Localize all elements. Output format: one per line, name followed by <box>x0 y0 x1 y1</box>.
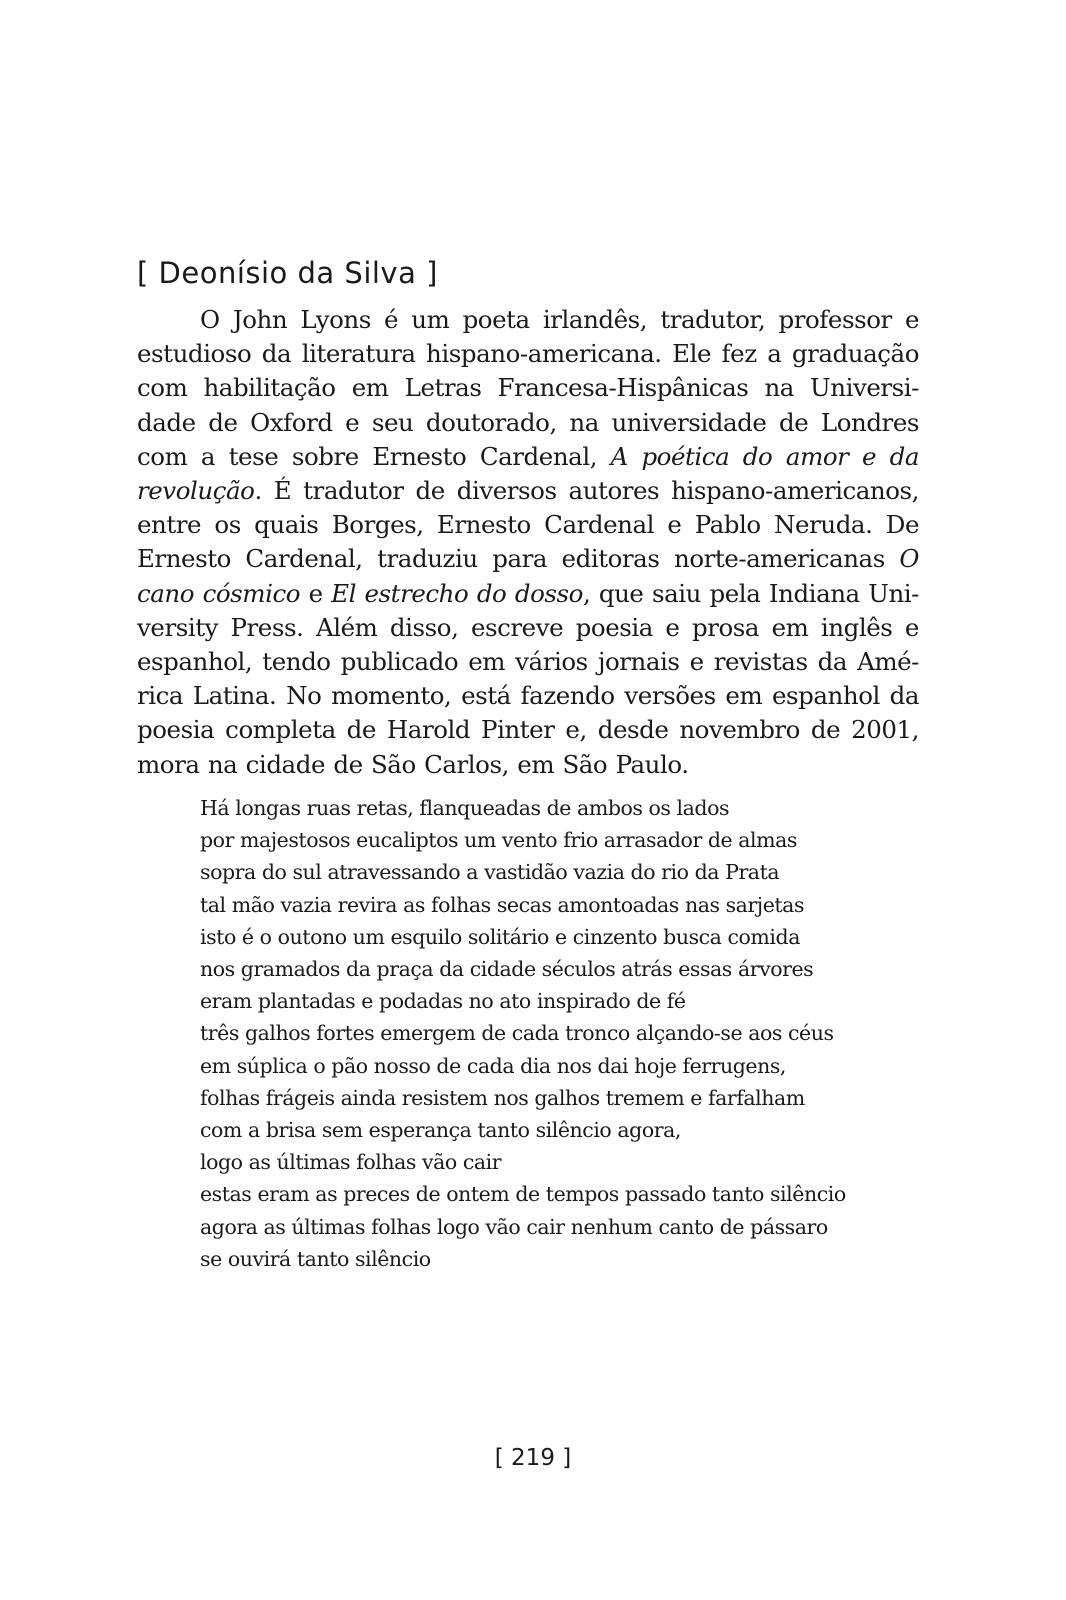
page-number: [ 219 ] <box>494 1445 572 1471</box>
prose-line <box>137 542 919 576</box>
poem-verse: isto é o outono um esquilo solitário e cinzento busca comida <box>200 924 800 949</box>
poem-verse: estas eram as preces de ontem de tempos passado tanto silêncio <box>200 1182 846 1207</box>
poem-verse: por majestosos eucaliptos um vento frio arrasador de almas <box>200 828 797 853</box>
poem-verse: sopra do sul atravessando a vastidão vazia do rio da Prata <box>200 860 780 885</box>
prose-line: com habilitação em Letras Francesa-Hispânicas na Universi- <box>137 373 919 403</box>
prose-line <box>137 440 919 474</box>
poem-verse: eram plantadas e podadas no ato inspirado de fé <box>200 989 686 1014</box>
poem-verse: com a brisa sem esperança tanto silêncio agora, <box>200 1118 681 1143</box>
prose-text: . É tradutor de diversos autores hispano-americanos, <box>254 476 919 506</box>
poem-verse: logo as últimas folhas vão cair <box>200 1150 502 1175</box>
poem-block <box>200 792 930 1275</box>
poem-verse: folhas frágeis ainda resistem nos galhos tremem e farfalham <box>200 1085 805 1110</box>
prose-paragraph <box>137 303 919 782</box>
poem-verse: Há longas ruas retas, flanqueadas de ambos os lados <box>200 796 730 820</box>
prose-line: poesia completa de Harold Pinter e, desde novembro de 2001, <box>137 715 919 745</box>
poem-verse: se ouvirá tanto silêncio <box>200 1246 431 1271</box>
book-title-italic: El estrecho do dosso <box>331 578 583 608</box>
book-title-italic: cano cósmico <box>137 578 301 608</box>
prose-line: versity Press. Além disso, escreve poesia e prosa em inglês e <box>137 612 919 642</box>
prose-line: estudioso da literatura hispano-americana. Ele fez a graduação <box>137 339 919 369</box>
book-title-italic: revolução <box>137 476 255 506</box>
prose-text: Ernesto Cardenal, traduziu para editoras norte-americanas <box>137 544 900 574</box>
poem-verse: agora as últimas folhas logo vão cair nenhum canto de pássaro <box>200 1214 828 1239</box>
prose-text: , que saiu pela Indiana Uni- <box>582 578 919 608</box>
poem-verse: tal mão vazia revira as folhas secas amontoadas nas sarjetas <box>200 892 805 917</box>
prose-line: espanhol, tendo publicado em vários jornais e revistas da Amé- <box>137 647 919 677</box>
prose-line: dade de Oxford e seu doutorado, na universidade de Londres <box>137 407 919 437</box>
prose-line <box>137 577 919 611</box>
poem-verse: nos gramados da praça da cidade séculos atrás essas árvores <box>200 957 814 982</box>
prose-line: rica Latina. No momento, está fazendo versões em espanhol da <box>137 681 919 711</box>
book-title-italic: O <box>899 544 919 574</box>
book-title-italic: A poética do amor e da <box>610 441 919 471</box>
poem-verse: em súplica o pão nosso de cada dia nos dai hoje ferrugens, <box>200 1053 786 1078</box>
prose-line: entre os quais Borges, Ernesto Cardenal e Pablo Neruda. De <box>137 510 919 540</box>
section-heading: [ Deonísio da Silva ] <box>137 256 438 290</box>
prose-text: e <box>300 578 332 608</box>
poem-verse: três galhos fortes emergem de cada tronco alçando-se aos céus <box>200 1021 834 1046</box>
prose-line: O John Lyons é um poeta irlandês, tradutor, professor e <box>200 305 919 334</box>
prose-text: com a tese sobre Ernesto Cardenal, <box>137 441 611 471</box>
prose-line: mora na cidade de São Carlos, em São Paulo. <box>137 749 689 779</box>
prose-line <box>137 474 919 508</box>
